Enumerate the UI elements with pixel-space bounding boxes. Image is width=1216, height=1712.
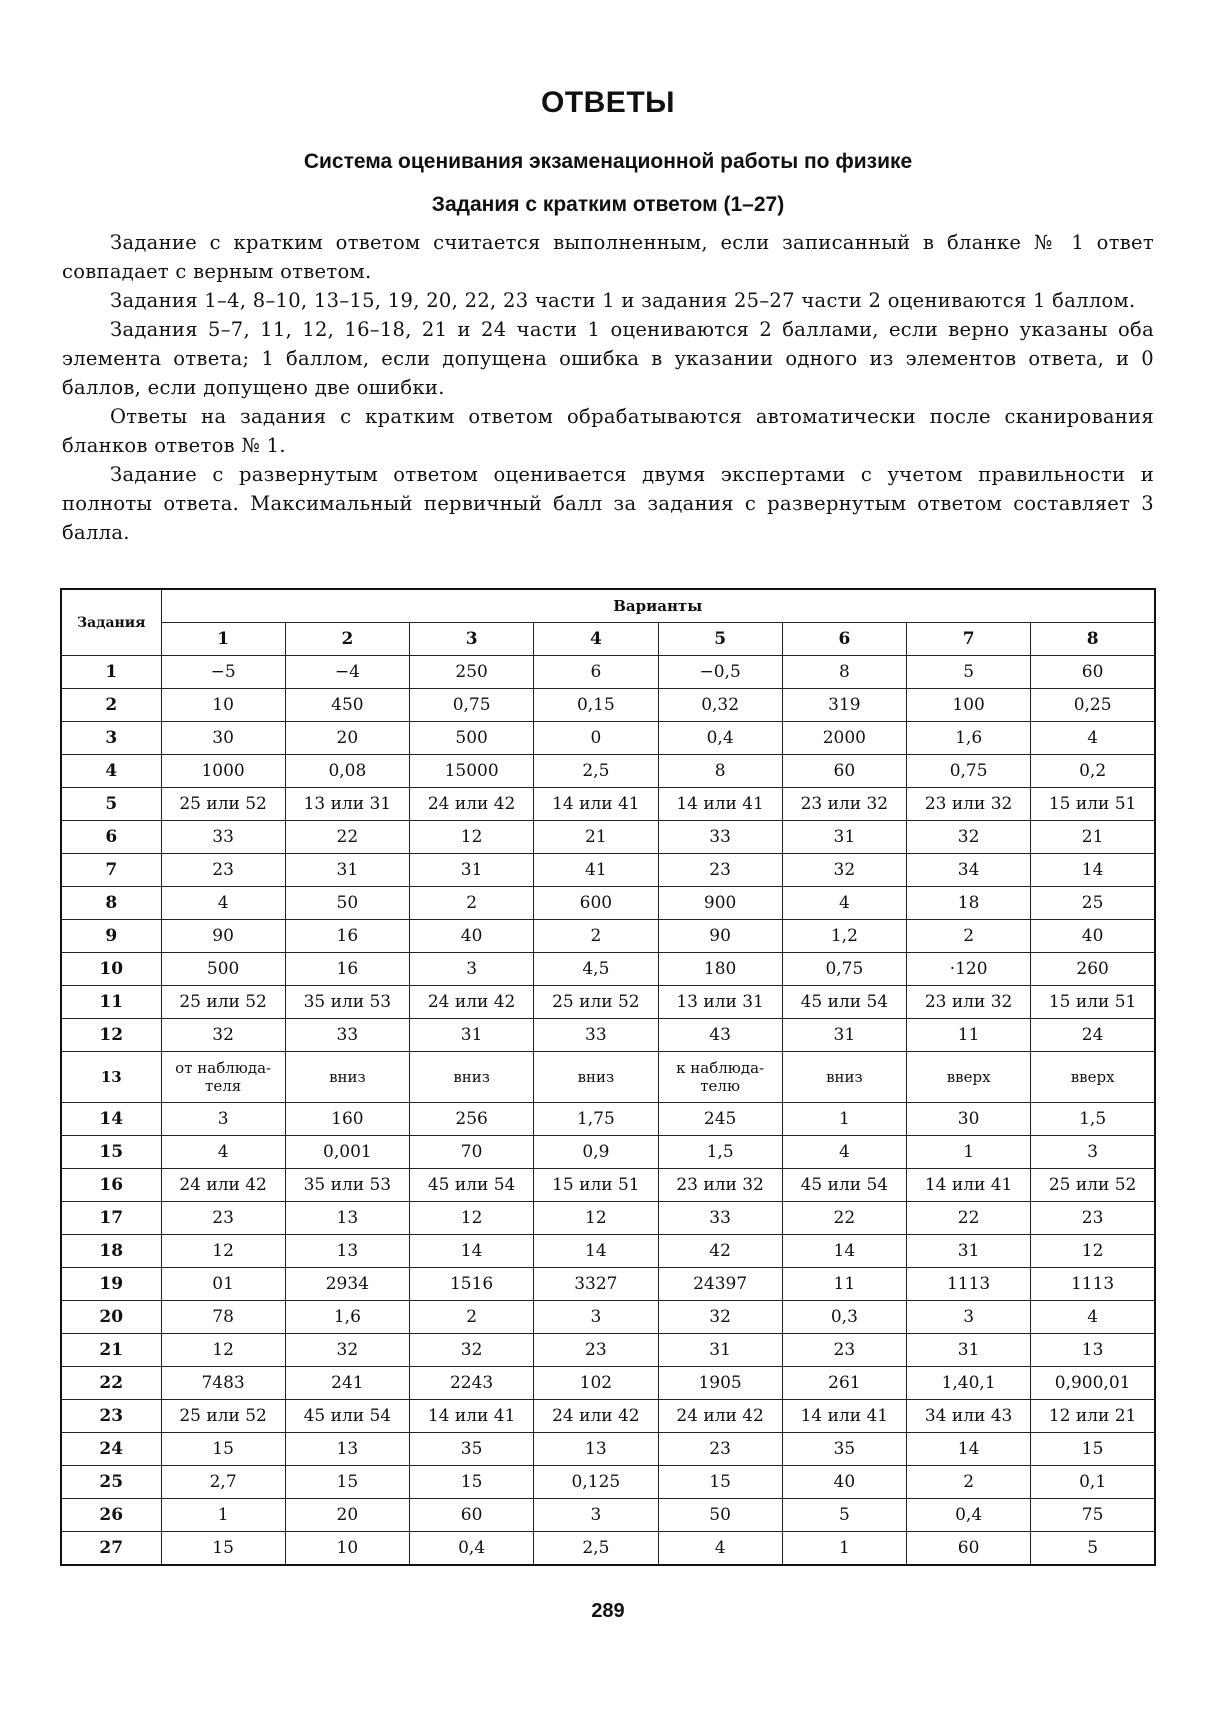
- answer-cell: 1,40,1: [907, 1367, 1031, 1400]
- paragraph: Ответы на задания с кратким ответом обрабатываются автоматически после сканирования бланков ответов № 1.: [62, 405, 1154, 457]
- answer-cell: 31: [410, 854, 534, 887]
- answer-cell: 14 или 41: [907, 1169, 1031, 1202]
- answer-cell: 18: [907, 887, 1031, 920]
- page-title: ОТВЕТЫ: [540, 86, 676, 119]
- answer-cell: 2000: [782, 722, 906, 755]
- answer-cell: 23: [1031, 1202, 1155, 1235]
- answer-cell: 180: [658, 953, 782, 986]
- table-row: [61, 1169, 1155, 1202]
- answer-cell: 35: [782, 1433, 906, 1466]
- answer-cell: 32: [285, 1334, 409, 1367]
- task-number: 11: [61, 986, 161, 1019]
- answer-cell: 100: [907, 689, 1031, 722]
- answer-cell: 0,4: [410, 1532, 534, 1566]
- paragraph: Задание с кратким ответом считается выполненным, если записанный в бланке № 1 ответ совпадает с верным ответом.: [62, 231, 1154, 283]
- answer-cell: 41: [534, 854, 658, 887]
- task-number: 1: [61, 656, 161, 689]
- answer-cell: 14: [907, 1433, 1031, 1466]
- answer-cell: 250: [410, 656, 534, 689]
- answer-cell: 0,4: [658, 722, 782, 755]
- answer-cell: 35 или 53: [285, 1169, 409, 1202]
- table-row: [61, 1400, 1155, 1433]
- answer-cell: 1,6: [285, 1301, 409, 1334]
- answer-cell: 50: [658, 1499, 782, 1532]
- answer-cell: 15: [1031, 1433, 1155, 1466]
- answer-cell: 4: [1031, 1301, 1155, 1334]
- answer-cell: 2: [907, 1466, 1031, 1499]
- table-row: [61, 1367, 1155, 1400]
- answer-cell: 30: [161, 722, 285, 755]
- answer-cell: 33: [534, 1019, 658, 1052]
- answer-cell: 1,5: [1031, 1103, 1155, 1136]
- answer-cell: 2,5: [534, 1532, 658, 1566]
- answer-cell: 15 или 51: [1031, 986, 1155, 1019]
- answer-cell: 0,125: [534, 1466, 658, 1499]
- answer-cell: 40: [782, 1466, 906, 1499]
- variant-number: 7: [907, 623, 1031, 656]
- answer-cell: 33: [161, 821, 285, 854]
- answer-cell: 450: [285, 689, 409, 722]
- task-number: 7: [61, 854, 161, 887]
- answer-cell: 12: [1031, 1235, 1155, 1268]
- answer-cell: 23: [161, 854, 285, 887]
- answer-cell: 23: [658, 854, 782, 887]
- answer-cell: 12: [161, 1334, 285, 1367]
- answer-cell: 24397: [658, 1268, 782, 1301]
- paragraph: Задания 1–4, 8–10, 13–15, 19, 20, 22, 23 части 1 и задания 25–27 части 2 оцениваются 1 баллом.: [110, 289, 1136, 312]
- answer-cell: 25: [1031, 887, 1155, 920]
- answer-cell: вниз: [534, 1052, 658, 1103]
- answer-cell: 15: [161, 1433, 285, 1466]
- answer-cell: 30: [907, 1103, 1031, 1136]
- answer-cell: 0,25: [1031, 689, 1155, 722]
- answer-cell: 4: [782, 1136, 906, 1169]
- answer-cell: 14 или 41: [410, 1400, 534, 1433]
- answer-cell: 32: [907, 821, 1031, 854]
- answer-cell: 3: [410, 953, 534, 986]
- page-number: 289: [591, 1600, 625, 1622]
- answer-cell: 245: [658, 1103, 782, 1136]
- answer-cell: 24 или 42: [161, 1169, 285, 1202]
- answer-cell: 15000: [410, 755, 534, 788]
- task-number: 20: [61, 1301, 161, 1334]
- paragraph: Задания 5–7, 11, 12, 16–18, 21 и 24 части 1 оцениваются 2 баллами, если верно указаны оба элемента ответа; 1 баллом, если допущена ошибка в указании одного из элементов ответа, и 0 баллов, если допущено две ошибки.: [62, 318, 1154, 399]
- table-row: [61, 1052, 1155, 1103]
- answer-cell: 31: [907, 1235, 1031, 1268]
- answer-cell: 60: [782, 755, 906, 788]
- answer-cell: 42: [658, 1235, 782, 1268]
- task-number: 22: [61, 1367, 161, 1400]
- task-number: 3: [61, 722, 161, 755]
- answer-cell: 21: [534, 821, 658, 854]
- answer-cell: 2: [410, 1301, 534, 1334]
- variant-header-row: [61, 623, 1155, 656]
- answer-cell: 14 или 41: [658, 788, 782, 821]
- task-number: 21: [61, 1334, 161, 1367]
- answer-cell: 2243: [410, 1367, 534, 1400]
- answer-cell: 23: [782, 1334, 906, 1367]
- table-row: [61, 1103, 1155, 1136]
- task-number: 23: [61, 1400, 161, 1433]
- answer-cell: 7483: [161, 1367, 285, 1400]
- answer-cell: 2,7: [161, 1466, 285, 1499]
- task-number: 27: [61, 1532, 161, 1566]
- variant-number: 8: [1031, 623, 1155, 656]
- answer-cell: 0,9: [534, 1136, 658, 1169]
- answer-cell: 256: [410, 1103, 534, 1136]
- answer-cell: 15: [161, 1532, 285, 1566]
- answer-cell: 11: [907, 1019, 1031, 1052]
- answer-cell: от наблюда-теля: [161, 1052, 285, 1103]
- answer-cell: 2934: [285, 1268, 409, 1301]
- answer-cell: 25 или 52: [1031, 1169, 1155, 1202]
- answer-cell: 15 или 51: [534, 1169, 658, 1202]
- answer-cell: 13: [285, 1235, 409, 1268]
- answer-cell: 8: [658, 755, 782, 788]
- answer-cell: 1113: [907, 1268, 1031, 1301]
- table-row: [61, 1466, 1155, 1499]
- answer-cell: 60: [410, 1499, 534, 1532]
- answer-cell: 13: [285, 1202, 409, 1235]
- table-row: [61, 788, 1155, 821]
- task-number: 26: [61, 1499, 161, 1532]
- answer-cell: 31: [410, 1019, 534, 1052]
- answer-cell: 45 или 54: [285, 1400, 409, 1433]
- answer-cell: −5: [161, 656, 285, 689]
- answer-cell: 34: [907, 854, 1031, 887]
- answer-cell: 23 или 32: [907, 986, 1031, 1019]
- answer-cell: 2: [907, 920, 1031, 953]
- answer-cell: 0,4: [907, 1499, 1031, 1532]
- answer-cell: 13 или 31: [658, 986, 782, 1019]
- answer-cell: 13: [534, 1433, 658, 1466]
- table-row: [61, 887, 1155, 920]
- answer-cell: 12: [534, 1202, 658, 1235]
- answer-cell: вверх: [907, 1052, 1031, 1103]
- answer-cell: 1: [782, 1532, 906, 1566]
- answer-cell: 4: [161, 887, 285, 920]
- answer-cell: 1: [161, 1499, 285, 1532]
- header-variants: Варианты: [161, 589, 1155, 623]
- answer-cell: 15 или 51: [1031, 788, 1155, 821]
- answer-cell: 15: [285, 1466, 409, 1499]
- task-number: 9: [61, 920, 161, 953]
- answer-cell: 5: [907, 656, 1031, 689]
- answer-cell: 3: [534, 1301, 658, 1334]
- answer-cell: 3327: [534, 1268, 658, 1301]
- answer-cell: −4: [285, 656, 409, 689]
- answer-cell: 32: [161, 1019, 285, 1052]
- task-number: 8: [61, 887, 161, 920]
- task-number: 4: [61, 755, 161, 788]
- answer-cell: 31: [782, 821, 906, 854]
- answer-cell: 31: [658, 1334, 782, 1367]
- answer-cell: 43: [658, 1019, 782, 1052]
- answer-cell: 45 или 54: [410, 1169, 534, 1202]
- answer-cell: 40: [410, 920, 534, 953]
- answer-cell: 1000: [161, 755, 285, 788]
- section-title: Задания с кратким ответом (1–27): [431, 193, 785, 216]
- table-row: [61, 722, 1155, 755]
- answer-cell: к наблюда-телю: [658, 1052, 782, 1103]
- answer-cell: 60: [1031, 656, 1155, 689]
- task-number: 2: [61, 689, 161, 722]
- answer-cell: 1: [907, 1136, 1031, 1169]
- answer-cell: 6: [534, 656, 658, 689]
- answer-cell: 11: [782, 1268, 906, 1301]
- answer-cell: 45 или 54: [782, 986, 906, 1019]
- answer-cell: 10: [161, 689, 285, 722]
- answer-cell: 500: [161, 953, 285, 986]
- answer-cell: 0,2: [1031, 755, 1155, 788]
- answer-cell: 24 или 42: [410, 788, 534, 821]
- table-row: [61, 656, 1155, 689]
- variant-number: 6: [782, 623, 906, 656]
- answer-cell: 15: [410, 1466, 534, 1499]
- answer-cell: 23 или 32: [782, 788, 906, 821]
- task-number: 24: [61, 1433, 161, 1466]
- answer-cell: 1,5: [658, 1136, 782, 1169]
- answer-cell: 0,75: [410, 689, 534, 722]
- answer-cell: 21: [1031, 821, 1155, 854]
- table-row: [61, 1301, 1155, 1334]
- answers-body: [61, 656, 1155, 1566]
- table-row: [61, 689, 1155, 722]
- answer-cell: 35: [410, 1433, 534, 1466]
- answer-cell: 75: [1031, 1499, 1155, 1532]
- answer-cell: 45 или 54: [782, 1169, 906, 1202]
- table-row: [61, 1202, 1155, 1235]
- answer-cell: 31: [907, 1334, 1031, 1367]
- answer-cell: −0,5: [658, 656, 782, 689]
- answer-cell: 0,900,01: [1031, 1367, 1155, 1400]
- answer-cell: 5: [1031, 1532, 1155, 1566]
- task-number: 5: [61, 788, 161, 821]
- task-number: 25: [61, 1466, 161, 1499]
- answer-cell: 160: [285, 1103, 409, 1136]
- answer-cell: 24: [1031, 1019, 1155, 1052]
- variant-number: 1: [161, 623, 285, 656]
- table-row: [61, 920, 1155, 953]
- answer-cell: 2: [534, 920, 658, 953]
- answer-cell: 14: [410, 1235, 534, 1268]
- answer-cell: 4,5: [534, 953, 658, 986]
- task-number: 12: [61, 1019, 161, 1052]
- answer-cell: 1905: [658, 1367, 782, 1400]
- answer-cell: 0: [534, 722, 658, 755]
- answer-cell: 14 или 41: [534, 788, 658, 821]
- task-number: 6: [61, 821, 161, 854]
- answer-cell: 32: [782, 854, 906, 887]
- answer-cell: 32: [410, 1334, 534, 1367]
- answer-cell: 13 или 31: [285, 788, 409, 821]
- variant-number: 2: [285, 623, 409, 656]
- paragraph: Задание с развернутым ответом оценивается двумя экспертами с учетом правильности и полноты ответа. Максимальный первичный балл за задания с развернутым ответом составляет 3 балла.: [62, 463, 1154, 544]
- answer-cell: 12: [410, 821, 534, 854]
- answer-cell: 0,75: [782, 953, 906, 986]
- answer-cell: 31: [285, 854, 409, 887]
- answer-cell: 4: [161, 1136, 285, 1169]
- answer-cell: 25 или 52: [161, 788, 285, 821]
- answer-cell: 10: [285, 1532, 409, 1566]
- answer-cell: 23: [534, 1334, 658, 1367]
- answer-cell: 50: [285, 887, 409, 920]
- table-row: [61, 854, 1155, 887]
- answer-cell: 15: [658, 1466, 782, 1499]
- answer-cell: 3: [534, 1499, 658, 1532]
- answer-cell: 8: [782, 656, 906, 689]
- answer-cell: 22: [907, 1202, 1031, 1235]
- table-row: [61, 1433, 1155, 1466]
- task-number: 17: [61, 1202, 161, 1235]
- answer-cell: 0,08: [285, 755, 409, 788]
- answer-cell: 14: [1031, 854, 1155, 887]
- answer-cell: 14: [782, 1235, 906, 1268]
- answer-cell: 0,15: [534, 689, 658, 722]
- task-number: 14: [61, 1103, 161, 1136]
- answer-cell: 23 или 32: [907, 788, 1031, 821]
- answer-cell: 13: [285, 1433, 409, 1466]
- answer-cell: 0,1: [1031, 1466, 1155, 1499]
- task-number: 13: [61, 1052, 161, 1103]
- answer-cell: 0,001: [285, 1136, 409, 1169]
- answer-cell: 900: [658, 887, 782, 920]
- answer-cell: 12: [410, 1202, 534, 1235]
- answer-cell: вниз: [410, 1052, 534, 1103]
- answer-cell: 4: [1031, 722, 1155, 755]
- answer-cell: 1113: [1031, 1268, 1155, 1301]
- answer-cell: 261: [782, 1367, 906, 1400]
- answer-cell: 33: [285, 1019, 409, 1052]
- answer-cell: 14 или 41: [782, 1400, 906, 1433]
- answer-cell: 24 или 42: [658, 1400, 782, 1433]
- answers-table: [60, 588, 1156, 1566]
- table-row: [61, 1235, 1155, 1268]
- task-number: 19: [61, 1268, 161, 1301]
- answer-cell: 319: [782, 689, 906, 722]
- header-task: Задания: [61, 589, 161, 656]
- answer-cell: вниз: [285, 1052, 409, 1103]
- table-row: [61, 1136, 1155, 1169]
- answer-cell: 0,75: [907, 755, 1031, 788]
- answer-cell: 01: [161, 1268, 285, 1301]
- answer-cell: 3: [907, 1301, 1031, 1334]
- answer-cell: 16: [285, 953, 409, 986]
- answer-cell: 260: [1031, 953, 1155, 986]
- table-row: [61, 1532, 1155, 1566]
- answer-cell: 13: [1031, 1334, 1155, 1367]
- answer-cell: 0,32: [658, 689, 782, 722]
- answer-cell: 1,2: [782, 920, 906, 953]
- answer-cell: 4: [782, 887, 906, 920]
- answer-cell: 33: [658, 1202, 782, 1235]
- answer-cell: 23 или 32: [658, 1169, 782, 1202]
- page-subtitle: Система оценивания экзаменационной работы по физике: [303, 150, 913, 173]
- answer-cell: ·120: [907, 953, 1031, 986]
- answer-cell: 102: [534, 1367, 658, 1400]
- answer-cell: 23: [161, 1202, 285, 1235]
- answer-cell: 2: [410, 887, 534, 920]
- answer-cell: 40: [1031, 920, 1155, 953]
- answer-cell: 24 или 42: [410, 986, 534, 1019]
- table-row: [61, 1268, 1155, 1301]
- answer-cell: 241: [285, 1367, 409, 1400]
- variant-number: 4: [534, 623, 658, 656]
- table-row: [61, 755, 1155, 788]
- table-row: [61, 1334, 1155, 1367]
- answer-cell: 600: [534, 887, 658, 920]
- answer-cell: 22: [285, 821, 409, 854]
- answer-cell: вниз: [782, 1052, 906, 1103]
- answer-cell: 20: [285, 722, 409, 755]
- table-row: [61, 953, 1155, 986]
- answer-cell: вверх: [1031, 1052, 1155, 1103]
- answer-cell: 70: [410, 1136, 534, 1169]
- answer-cell: 25 или 52: [161, 1400, 285, 1433]
- task-number: 18: [61, 1235, 161, 1268]
- answer-cell: 90: [161, 920, 285, 953]
- answer-cell: 25 или 52: [534, 986, 658, 1019]
- answer-cell: 22: [782, 1202, 906, 1235]
- intro-text: [62, 228, 1154, 547]
- answer-cell: 3: [1031, 1136, 1155, 1169]
- answer-cell: 1,6: [907, 722, 1031, 755]
- variant-number: 5: [658, 623, 782, 656]
- table-row: [61, 986, 1155, 1019]
- answer-cell: 33: [658, 821, 782, 854]
- answer-cell: 20: [285, 1499, 409, 1532]
- answer-cell: 2,5: [534, 755, 658, 788]
- answer-cell: 90: [658, 920, 782, 953]
- answer-cell: 5: [782, 1499, 906, 1532]
- table-row: [61, 1499, 1155, 1532]
- answer-cell: 14: [534, 1235, 658, 1268]
- answer-cell: 1516: [410, 1268, 534, 1301]
- answer-cell: 25 или 52: [161, 986, 285, 1019]
- answer-cell: 60: [907, 1532, 1031, 1566]
- task-number: 10: [61, 953, 161, 986]
- table-row: [61, 1019, 1155, 1052]
- answer-cell: 1,75: [534, 1103, 658, 1136]
- answer-cell: 78: [161, 1301, 285, 1334]
- variant-number: 3: [410, 623, 534, 656]
- task-number: 16: [61, 1169, 161, 1202]
- answer-cell: 35 или 53: [285, 986, 409, 1019]
- task-number: 15: [61, 1136, 161, 1169]
- answer-cell: 4: [658, 1532, 782, 1566]
- answer-cell: 3: [161, 1103, 285, 1136]
- answer-cell: 23: [658, 1433, 782, 1466]
- answer-cell: 16: [285, 920, 409, 953]
- answer-cell: 31: [782, 1019, 906, 1052]
- answer-cell: 0,3: [782, 1301, 906, 1334]
- table-row: [61, 821, 1155, 854]
- answer-cell: 32: [658, 1301, 782, 1334]
- answer-cell: 500: [410, 722, 534, 755]
- answer-cell: 1: [782, 1103, 906, 1136]
- answer-cell: 24 или 42: [534, 1400, 658, 1433]
- answer-cell: 12 или 21: [1031, 1400, 1155, 1433]
- answer-cell: 34 или 43: [907, 1400, 1031, 1433]
- answer-cell: 12: [161, 1235, 285, 1268]
